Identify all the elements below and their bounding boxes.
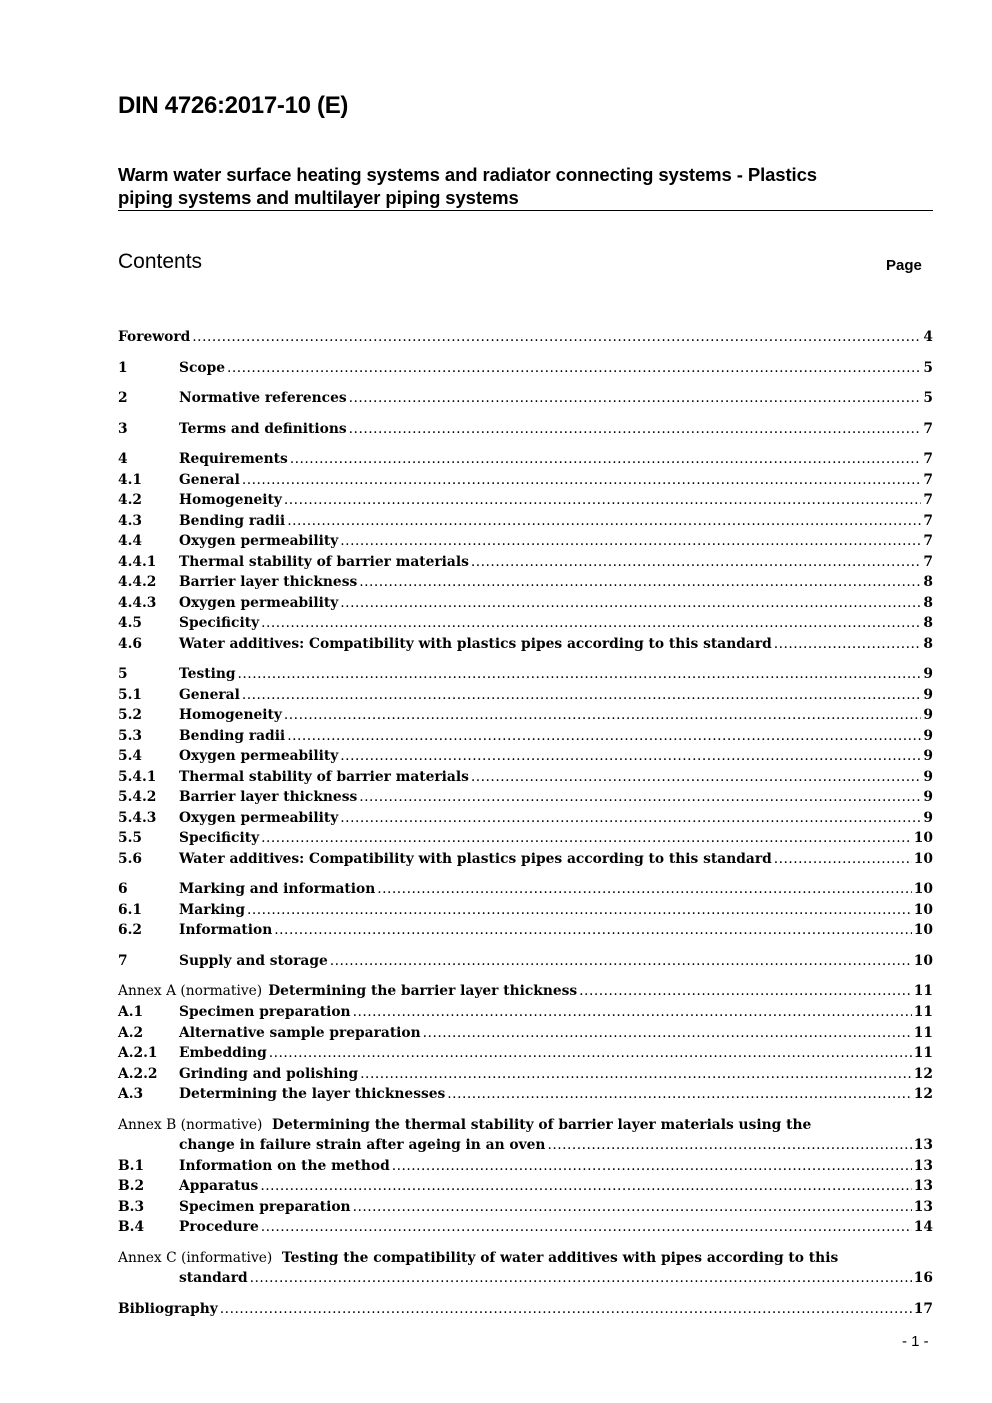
toc-dot-leader xyxy=(261,828,912,848)
toc-entry-number: 4 xyxy=(118,451,128,467)
toc-page-number: 9 xyxy=(923,728,933,744)
toc-entry-title: Alternative sample preparation xyxy=(179,1025,421,1041)
toc-entry-body xyxy=(179,1002,933,1022)
toc-entry[interactable] xyxy=(118,613,933,633)
toc-dot-leader xyxy=(238,664,922,684)
toc-entry[interactable] xyxy=(118,511,933,531)
page-column-heading: Page xyxy=(886,257,922,274)
toc-entry-number: A.2.1 xyxy=(118,1045,158,1061)
toc-entry[interactable] xyxy=(118,1197,933,1217)
toc-dot-leader xyxy=(340,746,921,766)
toc-entry-title: Foreword xyxy=(118,329,191,345)
toc-entry-body xyxy=(179,358,933,378)
toc-entry-number: 4.4.3 xyxy=(118,595,157,611)
toc-entry[interactable] xyxy=(118,449,933,469)
document-title-line-2: piping systems and multilayer piping systems xyxy=(118,187,519,208)
toc-entry-title: Oxygen permeability xyxy=(179,595,339,611)
toc-page-number: 10 xyxy=(913,851,933,867)
toc-entry-title: Specificity xyxy=(179,830,260,846)
toc-dot-leader xyxy=(242,685,922,705)
toc-page-number: 13 xyxy=(913,1178,933,1194)
toc-dot-leader xyxy=(261,1217,912,1237)
toc-entry[interactable] xyxy=(118,1268,933,1288)
toc-entry[interactable] xyxy=(118,327,933,347)
toc-page-number: 9 xyxy=(923,748,933,764)
toc-entry-number: 4.6 xyxy=(118,636,143,652)
toc-entry-number: 6.2 xyxy=(118,922,143,938)
toc-entry[interactable] xyxy=(118,1084,933,1104)
toc-entry-body xyxy=(179,879,933,899)
toc-dot-leader xyxy=(471,767,922,787)
toc-annex-prefix: Annex B (normative) xyxy=(118,1117,263,1133)
document-id: DIN 4726:2017-10 (E) xyxy=(118,92,349,119)
toc-entry-number: B.2 xyxy=(118,1178,145,1194)
toc-entry-title: Normative references xyxy=(179,390,347,406)
toc-entry-body xyxy=(179,1176,933,1196)
toc-dot-leader xyxy=(227,358,921,378)
toc-dot-leader xyxy=(359,572,921,592)
toc-dot-leader xyxy=(349,419,922,439)
toc-entry[interactable] xyxy=(118,849,933,869)
toc-entry[interactable] xyxy=(118,787,933,807)
toc-entry-body xyxy=(179,593,933,613)
toc-dot-leader xyxy=(260,1176,911,1196)
toc-entry[interactable] xyxy=(118,951,933,971)
toc-entry[interactable] xyxy=(118,767,933,787)
toc-entry-body xyxy=(118,327,933,347)
toc-entry-title: Thermal stability of barrier materials xyxy=(179,554,469,570)
toc-entry-title: Homogeneity xyxy=(179,707,282,723)
toc-entry-body xyxy=(179,634,933,654)
toc-entry[interactable] xyxy=(118,1156,933,1176)
toc-entry[interactable] xyxy=(118,593,933,613)
toc-entry-title: Bending radii xyxy=(179,728,286,744)
toc-entry-body xyxy=(179,1268,933,1288)
toc-entry-number: 5.1 xyxy=(118,687,143,703)
toc-page-number: 8 xyxy=(923,574,933,590)
toc-entry-number: 4.3 xyxy=(118,513,143,529)
toc-dot-leader xyxy=(360,1064,912,1084)
toc-entry-title: Specimen preparation xyxy=(179,1199,351,1215)
toc-dot-leader xyxy=(220,1299,912,1319)
toc-dot-leader xyxy=(423,1023,912,1043)
toc-entry-body xyxy=(179,1064,933,1084)
toc-entry-number: 3 xyxy=(118,421,128,437)
toc-page-number: 8 xyxy=(923,595,933,611)
toc-entry[interactable] xyxy=(118,572,933,592)
toc-page-number: 13 xyxy=(913,1199,933,1215)
toc-entry[interactable] xyxy=(118,981,933,1001)
toc-entry-title: Barrier layer thickness xyxy=(179,574,358,590)
page-number: - 1 - xyxy=(902,1333,929,1350)
toc-dot-leader xyxy=(340,808,921,828)
toc-page-number: 5 xyxy=(923,390,933,406)
toc-annex-heading xyxy=(118,1248,933,1268)
toc-entry-number: 5.2 xyxy=(118,707,143,723)
toc-entry[interactable] xyxy=(118,746,933,766)
toc-entry-number: 5.4 xyxy=(118,748,143,764)
toc-entry-number: 4.4 xyxy=(118,533,143,549)
toc-entry-number: 1 xyxy=(118,360,128,376)
toc-entry-number: 5 xyxy=(118,666,128,682)
toc-entry[interactable] xyxy=(118,531,933,551)
toc-entry[interactable] xyxy=(118,1002,933,1022)
toc-dot-leader xyxy=(192,327,921,347)
toc-entry-number: B.4 xyxy=(118,1219,145,1235)
toc-entry-body xyxy=(179,767,933,787)
toc-page-number: 9 xyxy=(923,789,933,805)
toc-entry-title: Thermal stability of barrier materials xyxy=(179,769,469,785)
toc-entry[interactable] xyxy=(118,1176,933,1196)
toc-entry-body xyxy=(179,490,933,510)
toc-page-number: 7 xyxy=(923,492,933,508)
toc-entry-title: Determining the barrier layer thickness xyxy=(268,983,578,999)
toc-page-number: 9 xyxy=(923,666,933,682)
toc-entry-body xyxy=(179,685,933,705)
toc-entry-number: 5.4.1 xyxy=(118,769,157,785)
toc-entry[interactable] xyxy=(118,879,933,899)
toc-entry-title: Terms and definitions xyxy=(179,421,347,437)
toc-entry[interactable] xyxy=(118,388,933,408)
toc-entry-body xyxy=(179,1217,933,1237)
toc-page-number: 7 xyxy=(923,421,933,437)
toc-entry-body xyxy=(179,808,933,828)
toc-entry-body xyxy=(179,470,933,490)
toc-page-number: 7 xyxy=(923,472,933,488)
toc-entry[interactable] xyxy=(118,685,933,705)
toc-page-number: 14 xyxy=(913,1219,933,1235)
toc-dot-leader xyxy=(290,449,922,469)
toc-entry-title: Information on the method xyxy=(179,1158,390,1174)
toc-entry-body xyxy=(179,900,933,920)
toc-entry-title: Homogeneity xyxy=(179,492,282,508)
toc-dot-leader xyxy=(284,705,921,725)
toc-entry-title: Water additives: Compatibility with plastics pipes according to this standard xyxy=(179,636,772,652)
toc-entry-number: 4.2 xyxy=(118,492,143,508)
toc-entry-number: B.3 xyxy=(118,1199,145,1215)
toc-entry-title: Water additives: Compatibility with plastics pipes according to this standard xyxy=(179,851,772,867)
toc-entry-body xyxy=(179,705,933,725)
toc-page-number: 9 xyxy=(923,769,933,785)
toc-entry-body xyxy=(179,664,933,684)
toc-entry[interactable] xyxy=(118,1023,933,1043)
toc-entry[interactable] xyxy=(118,358,933,378)
toc-page-number: 11 xyxy=(913,983,933,999)
toc-entry-title: Specimen preparation xyxy=(179,1004,351,1020)
toc-entry[interactable] xyxy=(118,634,933,654)
toc-entry-number: A.3 xyxy=(118,1086,144,1102)
toc-entry[interactable] xyxy=(118,419,933,439)
document-title-line-1: Warm water surface heating systems and radiator connecting systems - Plastics xyxy=(118,164,817,185)
toc-page-number: 7 xyxy=(923,554,933,570)
toc-page-number: 13 xyxy=(913,1158,933,1174)
toc-entry[interactable] xyxy=(118,900,933,920)
toc-entry[interactable] xyxy=(118,726,933,746)
toc-dot-leader xyxy=(447,1084,912,1104)
toc-entry[interactable] xyxy=(118,664,933,684)
toc-entry-number: 6.1 xyxy=(118,902,143,918)
toc-entry-title: Requirements xyxy=(179,451,288,467)
toc-entry-title: Scope xyxy=(179,360,225,376)
toc-entry-number: 5.6 xyxy=(118,851,143,867)
toc-entry-title: Oxygen permeability xyxy=(179,810,339,826)
toc-page-number: 9 xyxy=(923,707,933,723)
toc-dot-leader xyxy=(471,552,922,572)
toc-entry-number: 4.5 xyxy=(118,615,143,631)
toc-entry-number: A.2 xyxy=(118,1025,144,1041)
toc-page-number: 7 xyxy=(923,513,933,529)
toc-entry-title: Information xyxy=(179,922,273,938)
toc-entry-title: Embedding xyxy=(179,1045,267,1061)
toc-page-number: 12 xyxy=(913,1086,933,1102)
toc-dot-leader xyxy=(359,787,921,807)
toc-dot-leader xyxy=(287,511,921,531)
toc-page-number: 10 xyxy=(913,922,933,938)
toc-entry[interactable] xyxy=(118,1299,933,1319)
toc-entry-title: Bending radii xyxy=(179,513,286,529)
toc-entry-body xyxy=(179,1156,933,1176)
toc-entry-number: 5.4.2 xyxy=(118,789,157,805)
toc-page-number: 12 xyxy=(913,1066,933,1082)
toc-dot-leader xyxy=(377,879,912,899)
toc-entry-title: General xyxy=(179,687,240,703)
toc-page-number: 7 xyxy=(923,451,933,467)
toc-entry-body xyxy=(179,746,933,766)
toc-page-number: 10 xyxy=(913,881,933,897)
toc-entry-body xyxy=(179,787,933,807)
toc-entry-number: 4.1 xyxy=(118,472,143,488)
toc-dot-leader xyxy=(261,613,921,633)
toc-entry-title: Marking xyxy=(179,902,245,918)
toc-dot-leader xyxy=(284,490,921,510)
toc-dot-leader xyxy=(269,1043,912,1063)
toc-page-number: 7 xyxy=(923,533,933,549)
toc-entry-body xyxy=(179,613,933,633)
toc-entry-body xyxy=(179,511,933,531)
toc-page-number: 10 xyxy=(913,902,933,918)
document-title xyxy=(118,163,933,209)
toc-dot-leader xyxy=(774,849,912,869)
toc-entry-number: 4.4.1 xyxy=(118,554,157,570)
toc-page-number: 5 xyxy=(923,360,933,376)
toc-dot-leader xyxy=(353,1002,912,1022)
toc-entry[interactable] xyxy=(118,705,933,725)
toc-dot-leader xyxy=(330,951,912,971)
toc-entry[interactable] xyxy=(118,808,933,828)
toc-entry[interactable] xyxy=(118,1135,933,1155)
toc-dot-leader xyxy=(392,1156,912,1176)
toc-dot-leader xyxy=(349,388,922,408)
toc-entry-body xyxy=(118,1299,933,1319)
toc-page-number: 8 xyxy=(923,615,933,631)
toc-entry-body xyxy=(179,419,933,439)
toc-entry-title: Determining the layer thicknesses xyxy=(179,1086,446,1102)
toc-entry-number: A.2.2 xyxy=(118,1066,158,1082)
toc-page-number: 9 xyxy=(923,687,933,703)
toc-page-number: 11 xyxy=(913,1045,933,1061)
toc-entry-body xyxy=(179,1197,933,1217)
toc-dot-leader xyxy=(579,981,912,1001)
toc-entry-body xyxy=(179,531,933,551)
toc-entry-title: Procedure xyxy=(179,1219,259,1235)
toc-annex-prefix: Annex C (informative) xyxy=(118,1250,273,1266)
toc-entry-body xyxy=(179,1043,933,1063)
toc-entry[interactable] xyxy=(118,1043,933,1063)
toc-page-number: 16 xyxy=(913,1270,933,1286)
toc-entry-number: 4.4.2 xyxy=(118,574,157,590)
toc-entry-number: 7 xyxy=(118,953,128,969)
toc-entry-body xyxy=(118,981,933,1001)
toc-entry-body xyxy=(179,572,933,592)
toc-page-number: 13 xyxy=(913,1137,933,1153)
toc-entry-title: Oxygen permeability xyxy=(179,533,339,549)
toc-annex-heading xyxy=(118,1115,933,1135)
toc-dot-leader xyxy=(242,470,922,490)
toc-entry-body xyxy=(179,1023,933,1043)
title-underline xyxy=(118,210,933,211)
toc-page-number: 11 xyxy=(913,1004,933,1020)
toc-dot-leader xyxy=(250,1268,912,1288)
toc-entry-body xyxy=(179,951,933,971)
toc-page-number: 4 xyxy=(923,329,933,345)
toc-entry[interactable] xyxy=(118,920,933,940)
toc-entry-title: Testing the compatibility of water additives with pipes according to this xyxy=(281,1250,839,1266)
toc-entry-body xyxy=(179,388,933,408)
toc-entry-body xyxy=(179,1084,933,1104)
toc-dot-leader xyxy=(274,920,912,940)
toc-dot-leader xyxy=(247,900,912,920)
toc-entry[interactable] xyxy=(118,1064,933,1084)
toc-entry[interactable] xyxy=(118,552,933,572)
toc-page-number: 10 xyxy=(913,953,933,969)
toc-entry-body xyxy=(179,849,933,869)
toc-entry-number: A.1 xyxy=(118,1004,144,1020)
toc-entry-title: Barrier layer thickness xyxy=(179,789,358,805)
toc-entry[interactable] xyxy=(118,828,933,848)
toc-entry-body xyxy=(179,726,933,746)
toc-dot-leader xyxy=(547,1135,911,1155)
toc-entry-body xyxy=(179,920,933,940)
toc-entry-title: Marking and information xyxy=(179,881,376,897)
toc-entry-title: General xyxy=(179,472,240,488)
toc-page-number: 9 xyxy=(923,810,933,826)
toc-entry-title-continuation: change in failure strain after ageing in an oven xyxy=(179,1137,546,1153)
toc-entry-body xyxy=(179,552,933,572)
toc-page-number: 11 xyxy=(913,1025,933,1041)
toc-entry-title: Specificity xyxy=(179,615,260,631)
toc-entry-title: Apparatus xyxy=(179,1178,259,1194)
toc-entry-title: Supply and storage xyxy=(179,953,328,969)
toc-entry-body xyxy=(179,1135,933,1155)
toc-dot-leader xyxy=(340,593,921,613)
toc-entry-body xyxy=(179,828,933,848)
toc-entry-title: Oxygen permeability xyxy=(179,748,339,764)
toc-page-number: 10 xyxy=(913,830,933,846)
toc-dot-leader xyxy=(353,1197,912,1217)
toc-entry-number: 2 xyxy=(118,390,128,406)
toc-entry[interactable] xyxy=(118,1217,933,1237)
toc-page-number: 8 xyxy=(923,636,933,652)
toc-entry-title: Grinding and polishing xyxy=(179,1066,359,1082)
toc-entry-title: Bibliography xyxy=(118,1301,218,1317)
toc-entry-title: Testing xyxy=(179,666,236,682)
toc-entry-title: Determining the thermal stability of barrier layer materials using the xyxy=(271,1117,812,1133)
toc-entry-body xyxy=(179,449,933,469)
toc-dot-leader xyxy=(287,726,921,746)
toc-entry-number: B.1 xyxy=(118,1158,145,1174)
toc-entry[interactable] xyxy=(118,470,933,490)
toc-entry-title-continuation: standard xyxy=(179,1270,248,1286)
toc-annex-prefix: Annex A (normative) xyxy=(118,983,263,999)
toc-entry-number: 5.3 xyxy=(118,728,143,744)
toc-dot-leader xyxy=(774,634,922,654)
toc-dot-leader xyxy=(340,531,921,551)
toc-entry-number: 5.5 xyxy=(118,830,143,846)
toc-page-number: 17 xyxy=(913,1301,933,1317)
contents-heading: Contents xyxy=(118,250,203,273)
toc-entry-number: 6 xyxy=(118,881,128,897)
toc-entry[interactable] xyxy=(118,490,933,510)
toc-entry-number: 5.4.3 xyxy=(118,810,157,826)
